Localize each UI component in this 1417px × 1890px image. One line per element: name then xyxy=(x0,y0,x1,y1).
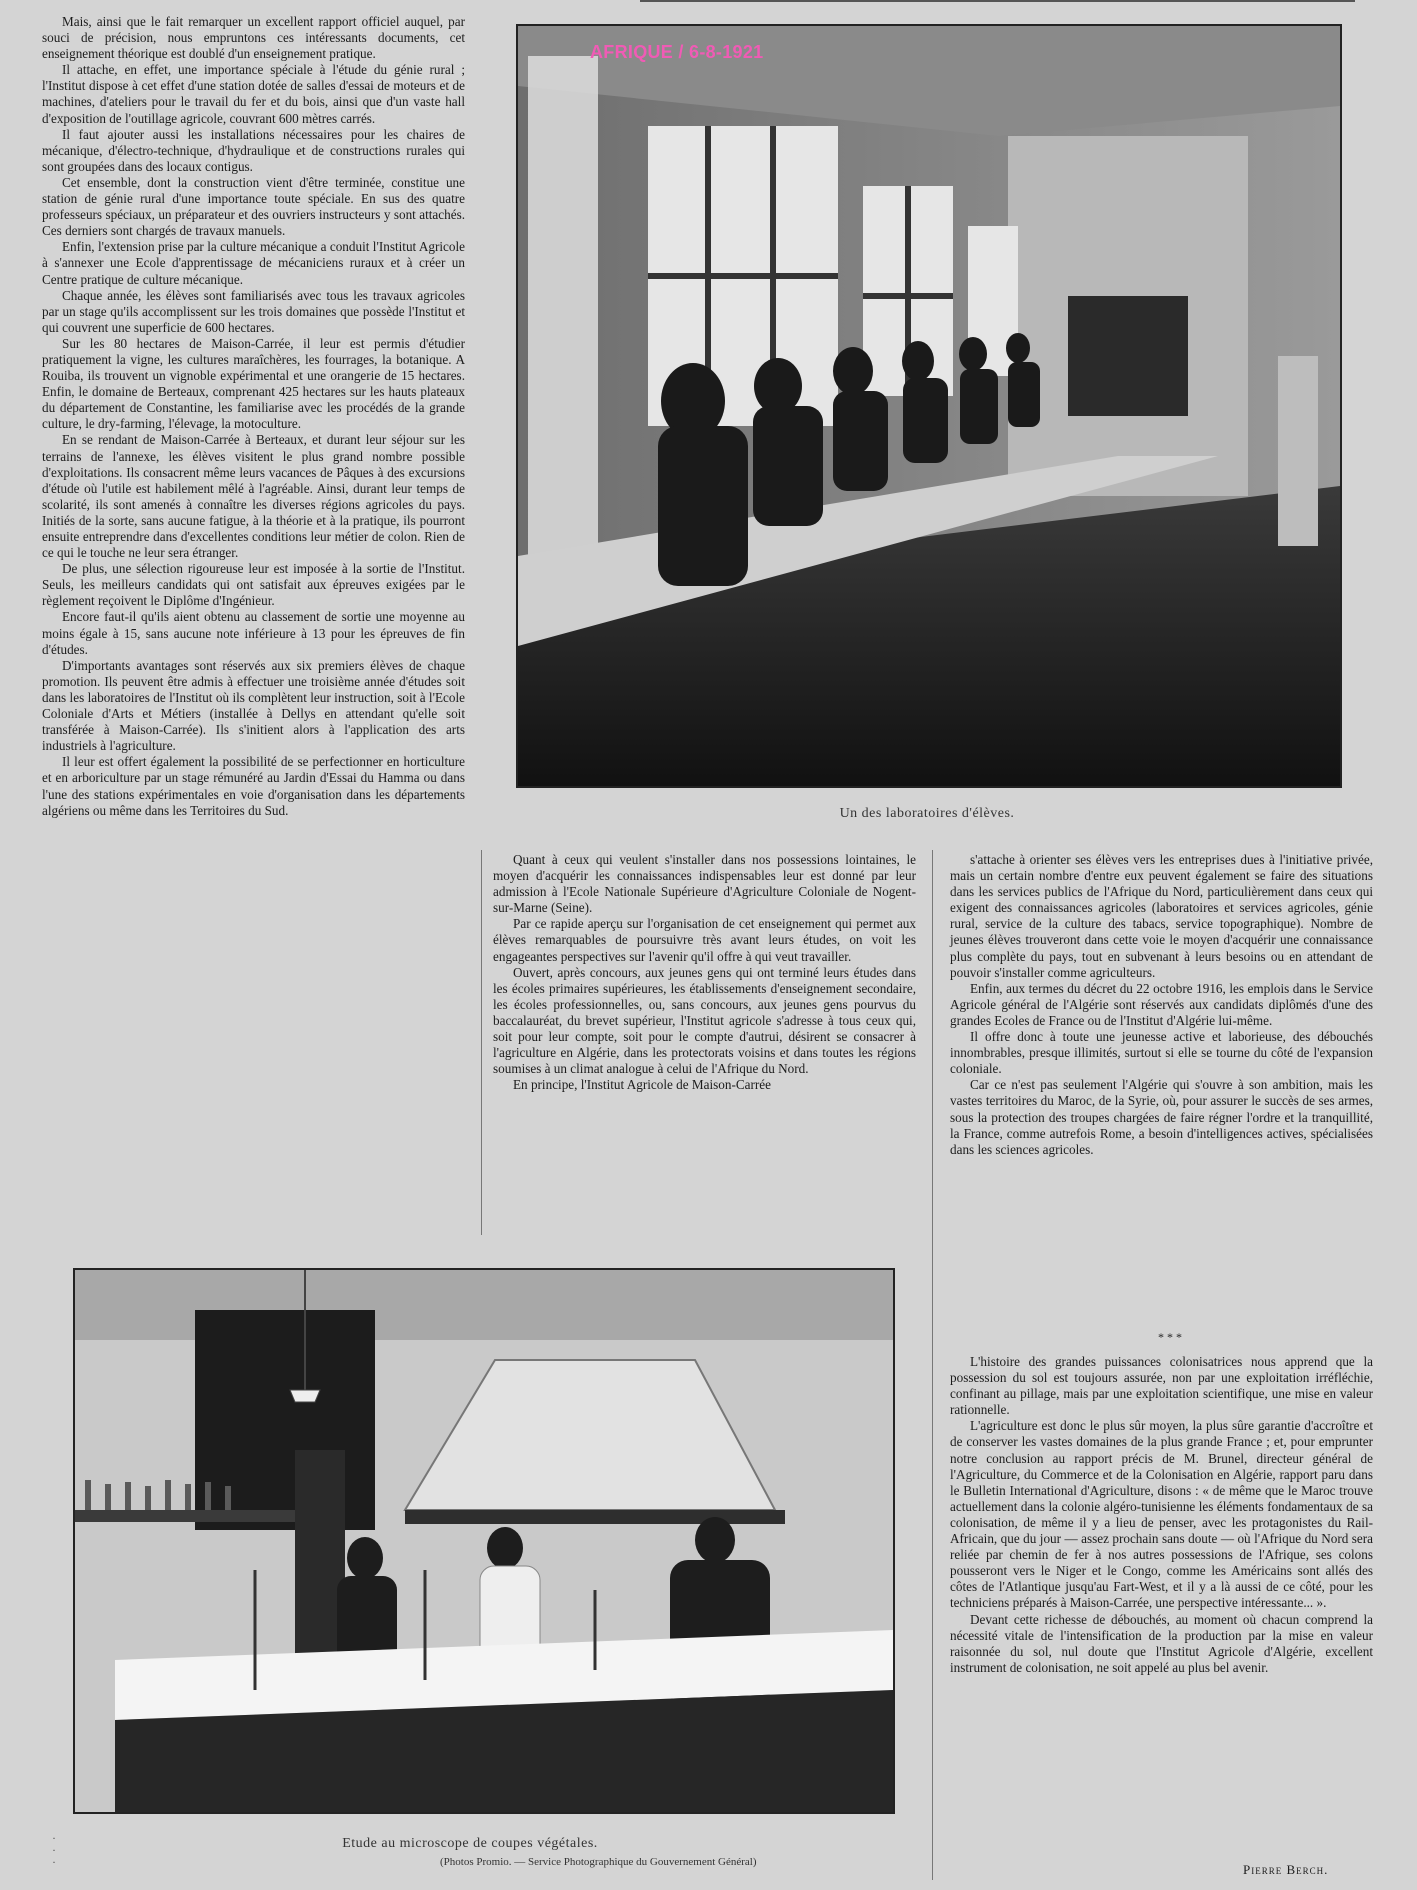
paragraph: Par ce rapide aperçu sur l'organisation de cet enseignement qui permet aux élèves remarquables de poursuivre très avant leurs études, on voit les engageantes perspectives sur l'avenir qu'il offre à qui veut travailler. xyxy=(493,916,916,964)
right-text-column xyxy=(950,852,1373,1158)
paragraph: Car ce n'est pas seulement l'Algérie qui s'ouvre à son ambition, mais les vastes territoires du Maroc, de la Syrie, où, pour assurer le succès de ses armes, sous la protection des troupes chargées de faire régner l'ordre et la tranquillité, la France, comme autrefois Rome, a besoin d'intelligences actives, spécialisées dans les sciences agricoles. xyxy=(950,1077,1373,1157)
conclusion-text-column xyxy=(950,1354,1373,1676)
paragraph: En se rendant de Maison-Carrée à Berteaux, et durant leur séjour sur les terrains de l'annexe, les élèves visitent le plus grand nombre possible d'exploitations. Ils consacrent même leurs vacances de Pâques à des excursions d'étude où l'utile est habilement mêlé à l'agréable. Ainsi, durant leur temps de scolarité, ils sont amenés à connaître les diverses régions agricoles du pays. Initiés de la sorte, sans aucune fatigue, à la théorie et à la pratique, ils pourront ensuite entreprendre dans d'excellentes conditions leur métier de colon. Rien de ce qui le touche ne leur sera étranger. xyxy=(42,432,465,561)
paragraph: Enfin, l'extension prise par la culture mécanique a conduit l'Institut Agricole à s'annexer une Ecole d'apprentissage de mécaniciens ruraux et à créer un Centre pratique de culture mécanique. xyxy=(42,239,465,287)
paragraph: Devant cette richesse de débouchés, au moment où chacun comprend la nécessité vitale de l'intensification de la production par la mise en valeur raisonnée du sol, nul doute que l'Institut Agricole d'Algérie, excellent instrument de colonisation, ne soit appelé au plus bel avenir. xyxy=(950,1611,1373,1675)
top-rule xyxy=(640,0,1355,2)
section-asterism: * * * xyxy=(1158,1330,1182,1344)
paragraph: L'histoire des grandes puissances colonisatrices nous apprend que la possession du sol est toujours assurée, non par une exploitation irréfléchie, confinant au pillage, mais par une exploitation scientifique, une mise en valeur rationnelle. xyxy=(950,1354,1373,1418)
margin-marks: · · · xyxy=(52,1831,56,1869)
paragraph: Mais, ainsi que le fait remarquer un excellent rapport officiel auquel, par souci de précision, nous empruntons ces intéressants documents, cet enseignement théorique est doublé d'un enseignement pratique. xyxy=(42,14,465,62)
photo-credit: (Photos Promio. — Service Photographique du Gouvernement Général) xyxy=(440,1856,757,1868)
bottom-photo-caption: Etude au microscope de coupes végétales. xyxy=(342,1836,598,1851)
paragraph: L'agriculture est donc le plus sûr moyen, la plus sûre garantie d'accroître et de conserver les vastes domaines de la plus grande France ; et, pour emprunter notre conclusion au rapport précis de M. Brunel, directeur général de l'Agriculture, du Commerce et de la Colonisation en Algérie, rapport paru dans le Bulletin International d'Agriculture, disons : « de même que le Maroc trouve actuellement dans la colonie algéro-tunisienne les éléments fondamentaux de sa colonisation, de même il y a lieu de penser, avec les protagonistes du Rail-Africain, que du jour — assez prochain sans doute — où l'Afrique du Nord sera reliée par chemin de fer à nos autres possessions de l'Afrique, ses colons pousseront vers le Niger et le Congo, comme les Américains sont allés des côtes de l'Atlantique jusqu'au Fart-West, et il y a là aussi de ce côté, pour les techniciens préparés à Maison-Carrée, une perspective intéressante... ». xyxy=(950,1418,1373,1611)
paragraph: Il leur est offert également la possibilité de se perfectionner en horticulture et en arboriculture par un stage rémunéré au Jardin d'Essai du Hamma ou dans l'une des stations expérimentales en voie d'organisation dans les départements algériens ou même dans les Territoires du Sud. xyxy=(42,754,465,818)
paragraph: D'importants avantages sont réservés aux six premiers élèves de chaque promotion. Ils peuvent être admis à effectuer une troisième année d'études soit dans les laboratoires de l'Institut où ils complètent leur instruction, soit à l'Ecole Coloniale d'Arts et Métiers (installée à Dellys en attendant qu'elle soit transférée à Maison-Carrée). Ils s'initient alors à l'application des arts industriels à l'agriculture. xyxy=(42,657,465,754)
paragraph: Il attache, en effet, une importance spéciale à l'étude du génie rural ; l'Institut dispose à cet effet d'une station dotée de salles d'essai de moteurs et de machines, d'ateliers pour le travail du fer et du bois, ainsi que d'un vaste hall d'exposition de l'outillage agricole, couvrant 600 mètres carrés. xyxy=(42,62,465,126)
author-signature: Pierre Berch. xyxy=(1243,1862,1329,1877)
paragraph: s'attache à orienter ses élèves vers les entreprises dues à l'initiative privée, mais un certain nombre d'entre eux peuvent également se faire des situations dans les services publics de l'Afrique du Nord, particulièrement dans ceux qui exigent des connaissances agricoles (laboratoires et services agricoles, génie rural, service de la culture des tabacs, service topographique). Nombre de jeunes élèves trouveront dans cette voie le moyen d'acquérir une connaissance plus complète du pays, tout en subvenant à leurs besoins ou en attendant de pouvoir s'installer comme agriculteurs. xyxy=(950,852,1373,980)
classroom-lab-photo xyxy=(516,24,1342,788)
archive-stamp: AFRIQUE / 6-8-1921 xyxy=(590,42,764,62)
paragraph: En principe, l'Institut Agricole de Maison-Carrée xyxy=(513,1077,771,1093)
paragraph: Ouvert, après concours, aux jeunes gens qui ont terminé leurs études dans les écoles primaires supérieures, les établissements d'enseignement secondaire, les écoles professionnelles, ou, sans concours, aux jeunes gens pourvus du baccalauréat, du brevet supérieur, l'Institut agricole s'adresse à tous ceux qui, soit pour leur compte, soit pour le compte d'autrui, désirent se consacrer à l'agriculture en Algérie, dans les protectorats voisins et dans toutes les régions soumises à un climat analogue à celui de l'Afrique du Nord. xyxy=(493,964,916,1077)
microscope-lab-illustration xyxy=(75,1270,893,1812)
paragraph: Enfin, aux termes du décret du 22 octobre 1916, les emplois dans le Service Agricole général de l'Algérie sont réservés aux candidats diplômés d'une des grandes Ecoles de France ou de l'Institut d'Algérie lui-même. xyxy=(950,980,1373,1028)
paragraph: Sur les 80 hectares de Maison-Carrée, il leur est permis d'étudier pratiquement la vigne, les cultures maraîchères, les fourrages, la botanique. A Rouiba, ils trouvent un vignoble expérimental et une orangerie de 15 hectares. Enfin, le domaine de Berteaux, comprenant 425 hectares sur les hauts plateaux du département de Constantine, les familiarise avec les procédés de la grande culture, le dry-farming, l'élevage, la motoculture. xyxy=(42,335,465,432)
paragraph: Encore faut-il qu'ils aient obtenu au classement de sortie une moyenne au moins égale à 15, sans aucune note inférieure à 13 pour les épreuves de fin d'études. xyxy=(42,609,465,657)
top-photo-caption: Un des laboratoires d'élèves. xyxy=(839,806,1015,821)
microscope-lab-photo xyxy=(73,1268,895,1814)
paragraph: Il offre donc à toute une jeunesse active et laborieuse, des débouchés innombrables, presque illimités, surtout si elle se tourne du côté de l'expansion coloniale. xyxy=(950,1029,1373,1077)
paragraph: Quant à ceux qui veulent s'installer dans nos possessions lointaines, le moyen d'acquérir les connaissances indispensables leur est donné par leur admission à l'Ecole Nationale Supérieure d'Agriculture Coloniale de Nogent-sur-Marne (Seine). xyxy=(493,852,916,916)
paragraph: Chaque année, les élèves sont familiarisés avec tous les travaux agricoles par un stage qu'ils accomplissent sur les trois domaines que possède l'Institut et qui couvrent une superficie de 600 hectares. xyxy=(42,287,465,335)
column-divider-1 xyxy=(481,850,482,1235)
classroom-lab-illustration xyxy=(518,26,1340,786)
column-divider-2 xyxy=(932,850,933,1880)
paragraph: De plus, une sélection rigoureuse leur est imposée à la sortie de l'Institut. Seuls, les meilleurs candidats qui ont satisfait aux épreuves exigées par le règlement reçoivent le Diplôme d'Ingénieur. xyxy=(42,561,465,609)
middle-text-column xyxy=(493,852,916,1093)
left-text-column xyxy=(42,14,465,819)
paragraph: Il faut ajouter aussi les installations nécessaires pour les chaires de mécanique, d'électro-technique, d'hydraulique et de constructions rurales qui sont groupées dans des locaux contigus. xyxy=(42,126,465,174)
paragraph: Cet ensemble, dont la construction vient d'être terminée, constitue une station de génie rural d'une importance toute spéciale. En sus des quatre professeurs spéciaux, un préparateur et des ouvriers instructeurs y sont attachés. Ces derniers sont chargés de travaux manuels. xyxy=(42,174,465,239)
